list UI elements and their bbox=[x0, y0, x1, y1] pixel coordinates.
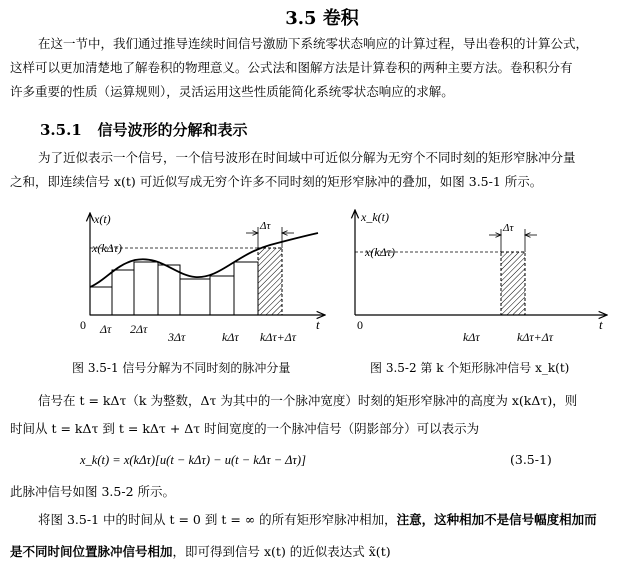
fig2-tick-k: kΔτ bbox=[463, 330, 480, 344]
fig1-tick-1: Δτ bbox=[100, 322, 112, 336]
para3-line-2: 时间从 t = kΔτ 到 t = kΔτ + Δτ 时间宽度的一个脉冲信号（阴影部分）可以表示为 bbox=[10, 421, 480, 436]
equation-3-5-1: x_k(t) = x(kΔτ)[u(t − kΔτ) − u(t − kΔτ − Δτ)] bbox=[80, 453, 306, 467]
fig1-x-label: t bbox=[316, 317, 320, 332]
fig1-width-label: Δτ bbox=[260, 220, 271, 232]
para5-line-2-bold: 是不同时间位置脉冲信号相加 bbox=[10, 544, 173, 559]
fig2-width-label: Δτ bbox=[503, 222, 514, 234]
equation-number: (3.5-1) bbox=[510, 452, 552, 467]
fig2-value-label: x(kΔτ) bbox=[365, 245, 395, 259]
fig1-tick-2: 2Δτ bbox=[130, 322, 148, 336]
para2-line-2: 之和，即连续信号 x(t) 可近似写成无穷个许多不同时刻的矩形窄脉冲的叠加，如图 3.5-1 所示。 bbox=[10, 174, 543, 189]
para2-line-1: 为了近似表示一个信号，一个信号波形在时间域中可近似分解为无穷个不同时刻的矩形窄脉冲分量 bbox=[38, 150, 576, 165]
figure-signal-decomposition bbox=[70, 205, 340, 345]
fig1-shaded-pulse bbox=[258, 248, 282, 315]
fig1-y-label: x(t) bbox=[94, 212, 111, 226]
fig1-tick-k1: kΔτ+Δτ bbox=[260, 330, 297, 344]
para5-line-1-bold: 注意，这种相加不是信号幅度相加而 bbox=[396, 512, 597, 527]
section-heading bbox=[40, 119, 247, 140]
intro-line-2: 这样可以更加清楚地了解卷积的物理意义。公式法和图解方法是计算卷积的两种主要方法。卷积积分有 bbox=[10, 60, 573, 75]
fig2-shaded-pulse bbox=[501, 252, 525, 315]
fig1-tick-k: kΔτ bbox=[222, 330, 239, 344]
fig2-x-label: t bbox=[599, 317, 603, 332]
fig2-y-label: x_k(t) bbox=[361, 210, 389, 224]
fig1-tick-3: 3Δτ bbox=[168, 330, 186, 344]
para4: 此脉冲信号如图 3.5-2 所示。 bbox=[10, 484, 176, 499]
para5-line-2-normal: ，即可得到信号 x(t) 的近似表达式 x̃(t) bbox=[172, 544, 391, 559]
intro-line-3: 许多重要的性质（运算规则），灵活运用这些性质能简化系统零状态响应的求解。 bbox=[10, 84, 454, 99]
para3-line-1: 信号在 t = kΔτ（k 为整数，Δτ 为其中的一个脉冲宽度）时刻的矩形窄脉冲的高度为 x(kΔτ)，则 bbox=[38, 393, 578, 408]
section-title: 信号波形的分解和表示 bbox=[97, 121, 248, 139]
para5-line-2 bbox=[10, 540, 391, 564]
figure-single-pulse bbox=[345, 205, 615, 345]
para5-line-1 bbox=[38, 508, 597, 532]
fig1-origin: 0 bbox=[80, 318, 86, 332]
fig2-tick-k1: kΔτ+Δτ bbox=[517, 330, 554, 344]
section-number: 3.5.1 bbox=[40, 121, 82, 139]
fig1-value-label: x(kΔτ) bbox=[92, 241, 122, 255]
para5-line-1-normal: 将图 3.5-1 中的时间从 t = 0 到 t = ∞ 的所有矩形窄脉冲相加， bbox=[38, 512, 397, 527]
figure2-caption: 图 3.5-2 第 k 个矩形脉冲信号 x_k(t) bbox=[370, 361, 570, 375]
page-title: 3.5 卷积 bbox=[285, 8, 359, 29]
fig2-origin: 0 bbox=[357, 318, 363, 332]
intro-line-1: 在这一节中，我们通过推导连续时间信号激励下系统零状态响应的计算过程，导出卷积的计算公式， bbox=[38, 36, 589, 51]
figure1-caption: 图 3.5-1 信号分解为不同时刻的脉冲分量 bbox=[72, 361, 291, 375]
